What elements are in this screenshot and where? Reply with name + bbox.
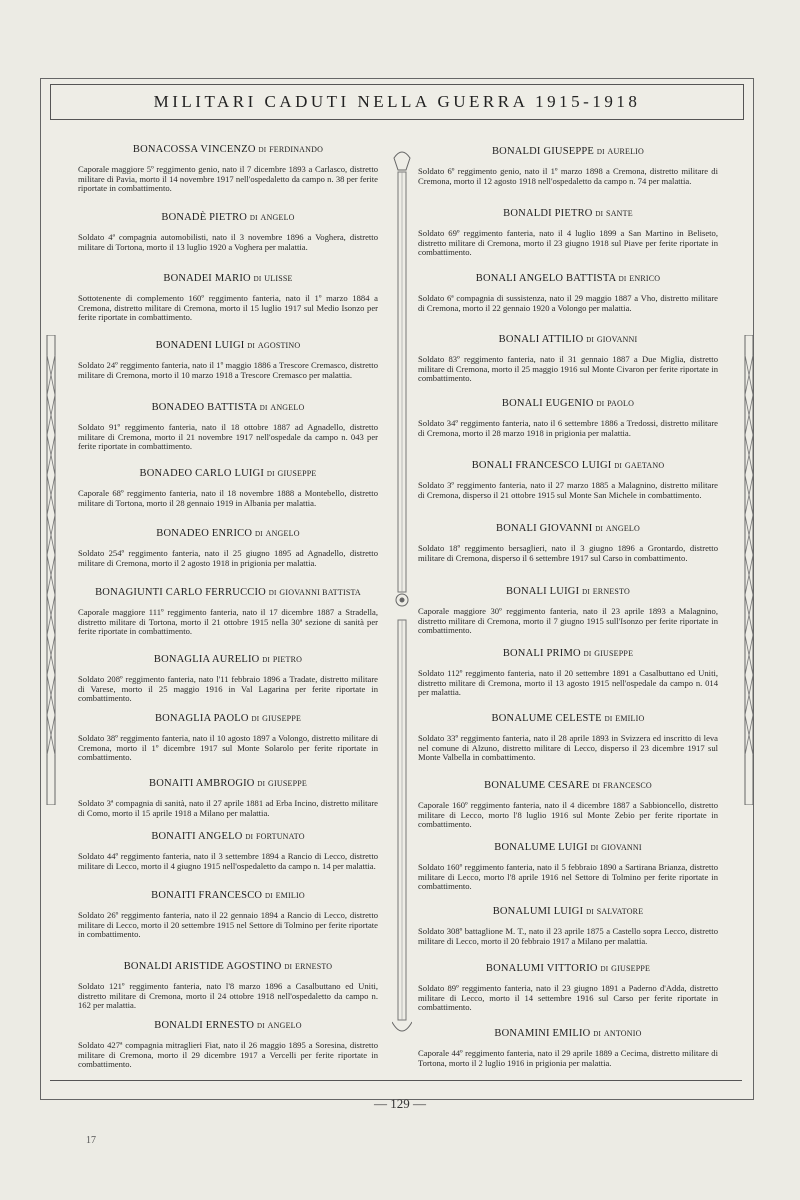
entry-name: BONALUME CELESTE DI EMILIO xyxy=(491,713,645,724)
entry-name: BONAGLIA PAOLO DI GIUSEPPE xyxy=(154,713,302,724)
entry-text: Soldato 89º reggimento fanteria, nato il 23 giugno 1891 a Paderno d'Adda, distretto militare di Lecco, morto il 14 settembre 1916 sul Carso per ferite riportate in combattimento. xyxy=(418,983,718,1013)
entry xyxy=(78,144,378,194)
entry xyxy=(78,273,378,323)
entry-name: BONACOSSA VINCENZO DI FERDINANDO xyxy=(132,144,324,155)
entry-text: Soldato 83º reggimento fanteria, nato il 31 gennaio 1887 a Due Miglia, distretto militare di Cremona, morto il 25 maggio 1916 sul Monte Civaron per ferite riportate in combattimento. xyxy=(418,354,718,384)
entry xyxy=(418,460,718,500)
entry xyxy=(418,586,718,636)
entry-name: BONALDI PIETRO DI SANTE xyxy=(503,208,633,219)
entry xyxy=(78,1020,378,1070)
entry-name: BONAGLIA AURELIO DI PIETRO xyxy=(153,654,303,665)
page-header xyxy=(50,84,744,120)
entry-text: Soldato 24º reggimento fanteria, nato il 1º maggio 1886 a Trescore Cremasco, distretto militare di Cremona, morto il 10 marzo 1918 a Trescore Cremasco per malattia. xyxy=(78,360,378,380)
entry-text: Caporale 44º reggimento fanteria, nato il 29 aprile 1889 a Cecima, distretto militare di Tortona, morto il 2 luglio 1916 in prigionia per malattia. xyxy=(418,1048,718,1068)
entry-name: BONALI PRIMO DI GIUSEPPE xyxy=(502,648,634,659)
entry-name: BONALDI ERNESTO DI ANGELO xyxy=(154,1020,302,1031)
entry xyxy=(418,648,718,698)
entry xyxy=(418,208,718,258)
entry-name: BONALI EUGENIO DI PAOLO xyxy=(501,398,635,409)
central-fasces-divider xyxy=(392,150,412,1040)
entry xyxy=(78,831,378,871)
entry-name: BONADEO BATTISTA DI ANGELO xyxy=(151,402,305,413)
entry xyxy=(78,587,378,637)
entry-text: Soldato 6º reggimento genio, nato il 1º marzo 1898 a Cremona, distretto militare di Cremona, morto il 12 agosto 1918 nell'ospedaletto da campo n. 74 per malattia. xyxy=(418,166,718,186)
entry xyxy=(78,402,378,452)
entry-text: Caporale maggiore 30º reggimento fanteria, nato il 23 aprile 1893 a Malagnino, distretto militare di Cremona, morto il 7 giugno 1915 sull'Isonzo per ferite riportate in combattimento. xyxy=(418,606,718,636)
entry-name: BONAITI FRANCESCO DI EMILIO xyxy=(151,890,305,901)
entry-text: Soldato 38º reggimento fanteria, nato il 10 agosto 1897 a Volongo, distretto militare di Cremona, morto il 1º dicembre 1917 sul Monte Solarolo per ferite riportate in combattimento. xyxy=(78,733,378,763)
entry-text: Soldato 26º reggimento fanteria, nato il 22 gennaio 1894 a Rancio di Lecco, distretto militare di Lecco, morto il 20 settembre 1915 nel Settore di Tolmino per ferite riportate in combattimento. xyxy=(78,910,378,940)
entry-text: Soldato 3ª compagnia di sanità, nato il 27 aprile 1881 ad Erba Incino, distretto militare di Como, morto il 15 aprile 1918 a Milano per malattia. xyxy=(78,798,378,818)
entry xyxy=(418,523,718,563)
entry-text: Caporale 68º reggimento fanteria, nato il 18 novembre 1888 a Montebello, distretto militare di Tortona, morto il 28 gennaio 1919 in Albania per malattia. xyxy=(78,488,378,508)
entry-name: BONAGIUNTI CARLO FERRUCCIO DI GIOVANNI BATTISTA xyxy=(95,587,361,598)
entry-name: BONALDI GIUSEPPE DI AURELIO xyxy=(491,146,645,157)
entry-name: BONALUME LUIGI DI GIOVANNI xyxy=(494,842,642,853)
entry xyxy=(418,842,718,892)
entry xyxy=(418,713,718,763)
entry xyxy=(418,334,718,384)
entry xyxy=(78,468,378,508)
entry xyxy=(418,906,718,946)
entry-text: Soldato 33º reggimento fanteria, nato il 28 aprile 1893 in Svizzera ed inscritto di leva nel comune di Alzuno, distretto militare di Lecco, disperso il 23 dicembre 1917 sul Monte Valbella in combattimento. xyxy=(418,733,718,763)
entry-name: BONALI FRANCESCO LUIGI DI GAETANO xyxy=(471,460,665,471)
entry-text: Soldato 208º reggimento fanteria, nato l'11 febbraio 1896 a Tradate, distretto militare di Varese, morto il 25 maggio 1916 in Val Lagarina per ferite riportate in combattimento. xyxy=(78,674,378,704)
entry-text: Soldato 4ª compagnia automobilisti, nato il 3 novembre 1896 a Voghera, distretto militare di Tortona, morto il 13 luglio 1920 a Voghera per malattia. xyxy=(78,232,378,252)
entry xyxy=(418,398,718,438)
entry-text: Soldato 6ª compagnia di sussistenza, nato il 29 maggio 1887 a Vho, distretto militare di Cremona, morto il 22 gennaio 1920 a Volongo per malattia. xyxy=(418,293,718,313)
entry-text: Caporale maggiore 5º reggimento genio, nato il 7 dicembre 1893 a Carlasco, distretto militare di Pavia, morto il 14 novembre 1917 nell'ospedaletto da campo n. 38 per ferite riportate in combattimento. xyxy=(78,164,378,194)
entry-text: Soldato 18º reggimento bersaglieri, nato il 3 giugno 1896 a Grontardo, distretto militare di Cremona, disperso il 6 settembre 1917 sul Carso in combattimento. xyxy=(418,543,718,563)
entry xyxy=(78,778,378,818)
entry-name: BONALI GIOVANNI DI ANGELO xyxy=(496,523,640,534)
entry-name: BONADEO ENRICO DI ANGELO xyxy=(156,528,300,539)
entry xyxy=(78,528,378,568)
entry-name: BONALUMI LUIGI DI SALVATORE xyxy=(492,906,644,917)
entry-text: Soldato 91º reggimento fanteria, nato il 18 ottobre 1887 ad Agnadello, distretto militare di Cremona, morto il 21 novembre 1917 nell'ospedale da campo n. 043 per ferite riportate in combattimento. xyxy=(78,422,378,452)
entry-text: Caporale 160º reggimento fanteria, nato il 4 dicembre 1887 a Sabbioncello, distretto militare di Lecco, morto l'8 luglio 1916 sul Monte Zebio per ferite riportate in combattimento. xyxy=(418,800,718,830)
entry-text: Soldato 34º reggimento fanteria, nato il 6 settembre 1886 a Tredossi, distretto militare di Cremona, morto il 28 marzo 1918 in prigionia per malattia. xyxy=(418,418,718,438)
entry xyxy=(78,713,378,763)
entry-text: Soldato 3º reggimento fanteria, nato il 27 marzo 1885 a Malagnino, distretto militare di Cremona, disperso il 21 ottobre 1915 sul Monte San Michele in combattimento. xyxy=(418,480,718,500)
entry xyxy=(418,273,718,313)
entry-name: BONALI LUIGI DI ERNESTO xyxy=(506,586,630,597)
entry-name: BONALI ATTILIO DI GIOVANNI xyxy=(498,334,638,345)
entry-text: Sottotenente di complemento 160º reggimento fanteria, nato il 1º marzo 1884 a Cremona, distretto militare di Cremona, morto il 15 luglio 1917 sul Medio Isonzo per ferite riportate in combattimento. xyxy=(78,293,378,323)
entry-name: BONADEO CARLO LUIGI DI GIUSEPPE xyxy=(139,468,317,479)
entry-text: Caporale maggiore 111º reggimento fanteria, nato il 17 dicembre 1887 a Stradella, distretto militare di Tortona, morto il 21 ottobre 1915 nella 30ª sezione di sanità per ferite riportate in combattimento. xyxy=(78,607,378,637)
page-title: MILITARI CADUTI NELLA GUERRA 1915-1918 xyxy=(153,92,641,111)
entry-name: BONAITI ANGELO DI FORTUNATO xyxy=(151,831,305,842)
entry xyxy=(78,340,378,380)
entry-text: Soldato 254º reggimento fanteria, nato il 25 giugno 1895 ad Agnadello, distretto militare di Cremona, morto il 2 agosto 1918 in prigionia per malattia. xyxy=(78,548,378,568)
entry xyxy=(418,780,718,830)
entry xyxy=(418,1028,718,1068)
entry-text: Soldato 69º reggimento fanteria, nato il 4 luglio 1899 a San Martino in Beliseto, distretto militare di Cremona, morto il 23 giugno 1918 sul Piave per ferite riportate in combattimento. xyxy=(418,228,718,258)
entry-text: Soldato 427ª compagnia mitraglieri Fiat, nato il 26 maggio 1895 a Soresina, distretto militare di Cremona, morto il 29 dicembre 1917 a Vercelli per ferite riportate in combattimento. xyxy=(78,1040,378,1070)
entry-name: BONALUMI VITTORIO DI GIUSEPPE xyxy=(485,963,651,974)
entry-name: BONALI ANGELO BATTISTA DI ENRICO xyxy=(475,273,661,284)
signature-mark: 17 xyxy=(86,1135,96,1146)
entry-text: Soldato 44º reggimento fanteria, nato il 3 settembre 1894 a Rancio di Lecco, distretto militare di Lecco, morto il 4 giugno 1915 nell'ospedaletto da campo n. 14 per malattia. xyxy=(78,851,378,871)
entry-name: BONAMINI EMILIO DI ANTONIO xyxy=(494,1028,642,1039)
entry-name: BONADEI MARIO DI ULISSE xyxy=(163,273,293,284)
entry-text: Soldato 160º reggimento fanteria, nato il 5 febbraio 1890 a Sartirana Brianza, distretto militare di Lecco, morto l'8 aprile 1916 nel Settore di Tolmino per ferite riportate in combattimento. xyxy=(418,862,718,892)
entry-name: BONADÈ PIETRO DI ANGELO xyxy=(161,212,295,223)
entry xyxy=(78,890,378,940)
entry xyxy=(78,654,378,704)
entry xyxy=(418,146,718,186)
entry-name: BONALUME CESARE DI FRANCESCO xyxy=(484,780,652,791)
entry-name: BONAITI AMBROGIO DI GIUSEPPE xyxy=(149,778,307,789)
page-number: — 129 — xyxy=(374,1096,426,1111)
footer-rule xyxy=(50,1080,742,1081)
entry xyxy=(78,212,378,252)
entry-name: BONALDI ARISTIDE AGOSTINO DI ERNESTO xyxy=(123,961,333,972)
entry-name: BONADENI LUIGI DI AGOSTINO xyxy=(155,340,301,351)
entry-text: Soldato 308º battaglione M. T., nato il 23 aprile 1875 a Castello sopra Lecco, distretto militare di Lecco, morto il 20 febbraio 1917 a Milano per malattia. xyxy=(418,926,718,946)
entry-text: Soldato 112º reggimento fanteria, nato il 20 settembre 1891 a Casalbuttano ed Uniti, distretto militare di Cremona, morto il 13 agosto 1915 nell'ospedale da campo n. 014 per malattia. xyxy=(418,668,718,698)
entry xyxy=(78,961,378,1011)
left-ornament xyxy=(40,335,62,805)
entry xyxy=(418,963,718,1013)
entry-text: Soldato 121º reggimento fanteria, nato l'8 marzo 1896 a Casalbuttano ed Uniti, distretto militare di Cremona, morto il 24 ottobre 1918 nell'ospedaletto da campo n. 162 per malattia. xyxy=(78,981,378,1011)
right-ornament xyxy=(738,335,760,805)
